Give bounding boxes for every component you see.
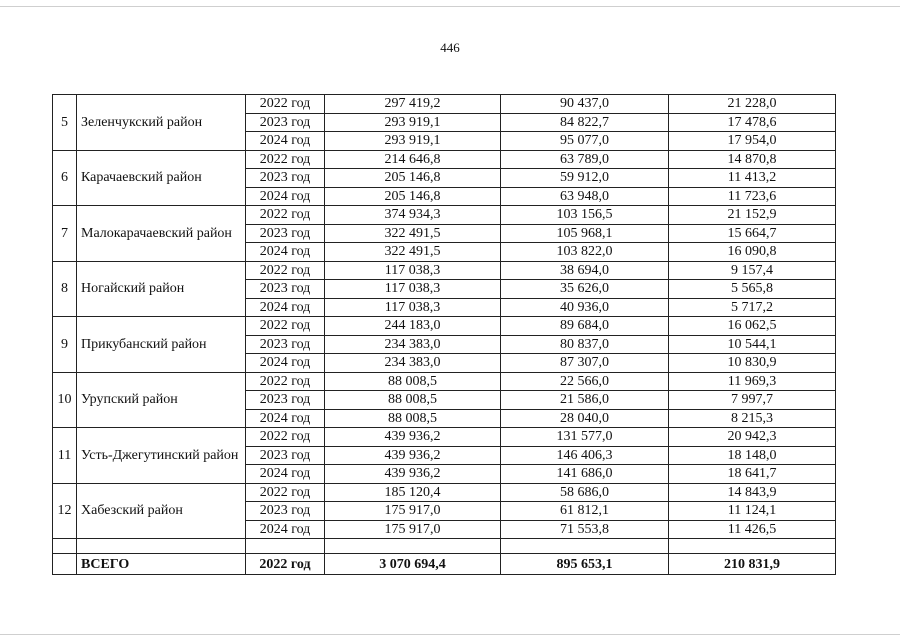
value-cell-3: 14 870,8 xyxy=(669,150,836,169)
district-number: 9 xyxy=(53,317,77,373)
budget-table xyxy=(52,94,836,575)
value-cell-2: 89 684,0 xyxy=(501,317,669,336)
value-cell-2: 38 694,0 xyxy=(501,261,669,280)
value-cell-1: 322 491,5 xyxy=(325,224,501,243)
value-cell-3: 14 843,9 xyxy=(669,483,836,502)
year-cell: 2023 год xyxy=(246,113,325,132)
value-cell-1: 185 120,4 xyxy=(325,483,501,502)
year-cell: 2024 год xyxy=(246,465,325,484)
value-cell-2: 61 812,1 xyxy=(501,502,669,521)
district-name: Карачаевский район xyxy=(77,150,246,206)
year-cell: 2024 год xyxy=(246,132,325,151)
page-number: 446 xyxy=(440,40,460,55)
year-cell: 2023 год xyxy=(246,224,325,243)
year-cell: 2024 год xyxy=(246,298,325,317)
value-cell-2: 63 948,0 xyxy=(501,187,669,206)
value-cell-3: 11 969,3 xyxy=(669,372,836,391)
value-cell-2: 103 822,0 xyxy=(501,243,669,262)
district-name: Прикубанский район xyxy=(77,317,246,373)
table-row xyxy=(53,261,836,280)
value-cell-3: 7 997,7 xyxy=(669,391,836,410)
year-cell: 2022 год xyxy=(246,372,325,391)
total-value-2: 895 653,1 xyxy=(501,554,669,575)
value-cell-1: 175 917,0 xyxy=(325,520,501,539)
value-cell-2: 95 077,0 xyxy=(501,132,669,151)
district-name: Усть-Джегутинский район xyxy=(77,428,246,484)
total-value-1: 3 070 694,4 xyxy=(325,554,501,575)
value-cell-3: 15 664,7 xyxy=(669,224,836,243)
total-label: ВСЕГО xyxy=(77,554,246,575)
year-cell: 2023 год xyxy=(246,335,325,354)
table-row xyxy=(53,372,836,391)
value-cell-2: 84 822,7 xyxy=(501,113,669,132)
value-cell-3: 17 478,6 xyxy=(669,113,836,132)
scan-edge-top xyxy=(0,6,900,7)
value-cell-1: 234 383,0 xyxy=(325,354,501,373)
value-cell-3: 18 641,7 xyxy=(669,465,836,484)
total-year: 2022 год xyxy=(246,554,325,575)
value-cell-3: 21 152,9 xyxy=(669,206,836,225)
value-cell-3: 21 228,0 xyxy=(669,95,836,114)
value-cell-1: 439 936,2 xyxy=(325,428,501,447)
value-cell-1: 117 038,3 xyxy=(325,298,501,317)
empty-cell xyxy=(669,539,836,554)
value-cell-1: 297 419,2 xyxy=(325,95,501,114)
value-cell-1: 175 917,0 xyxy=(325,502,501,521)
district-name: Зеленчукский район xyxy=(77,95,246,151)
value-cell-1: 88 008,5 xyxy=(325,409,501,428)
empty-cell xyxy=(53,539,77,554)
value-cell-2: 105 968,1 xyxy=(501,224,669,243)
value-cell-1: 205 146,8 xyxy=(325,169,501,188)
year-cell: 2024 год xyxy=(246,354,325,373)
value-cell-2: 59 912,0 xyxy=(501,169,669,188)
value-cell-1: 214 646,8 xyxy=(325,150,501,169)
year-cell: 2024 год xyxy=(246,409,325,428)
value-cell-2: 131 577,0 xyxy=(501,428,669,447)
empty-cell xyxy=(246,539,325,554)
value-cell-3: 17 954,0 xyxy=(669,132,836,151)
year-cell: 2022 год xyxy=(246,95,325,114)
value-cell-3: 11 124,1 xyxy=(669,502,836,521)
value-cell-1: 88 008,5 xyxy=(325,391,501,410)
district-number: 7 xyxy=(53,206,77,262)
value-cell-1: 88 008,5 xyxy=(325,372,501,391)
value-cell-2: 146 406,3 xyxy=(501,446,669,465)
value-cell-3: 11 723,6 xyxy=(669,187,836,206)
value-cell-3: 20 942,3 xyxy=(669,428,836,447)
empty-cell xyxy=(325,539,501,554)
year-cell: 2024 год xyxy=(246,520,325,539)
year-cell: 2023 год xyxy=(246,169,325,188)
total-value-3: 210 831,9 xyxy=(669,554,836,575)
value-cell-1: 117 038,3 xyxy=(325,280,501,299)
year-cell: 2023 год xyxy=(246,502,325,521)
year-cell: 2023 год xyxy=(246,280,325,299)
value-cell-1: 234 383,0 xyxy=(325,335,501,354)
table-row xyxy=(53,428,836,447)
year-cell: 2024 год xyxy=(246,187,325,206)
district-name: Малокарачаевский район xyxy=(77,206,246,262)
value-cell-1: 244 183,0 xyxy=(325,317,501,336)
value-cell-2: 28 040,0 xyxy=(501,409,669,428)
value-cell-1: 293 919,1 xyxy=(325,113,501,132)
year-cell: 2022 год xyxy=(246,483,325,502)
value-cell-3: 11 426,5 xyxy=(669,520,836,539)
total-row xyxy=(53,554,836,575)
value-cell-2: 71 553,8 xyxy=(501,520,669,539)
empty-cell xyxy=(77,539,246,554)
district-number: 6 xyxy=(53,150,77,206)
district-number: 11 xyxy=(53,428,77,484)
value-cell-3: 16 090,8 xyxy=(669,243,836,262)
value-cell-1: 205 146,8 xyxy=(325,187,501,206)
year-cell: 2024 год xyxy=(246,243,325,262)
value-cell-2: 63 789,0 xyxy=(501,150,669,169)
empty-cell xyxy=(501,539,669,554)
value-cell-2: 35 626,0 xyxy=(501,280,669,299)
table-row xyxy=(53,150,836,169)
year-cell: 2022 год xyxy=(246,150,325,169)
value-cell-2: 90 437,0 xyxy=(501,95,669,114)
value-cell-3: 10 830,9 xyxy=(669,354,836,373)
table-row xyxy=(53,95,836,114)
value-cell-2: 22 566,0 xyxy=(501,372,669,391)
district-number: 8 xyxy=(53,261,77,317)
year-cell: 2022 год xyxy=(246,206,325,225)
value-cell-2: 87 307,0 xyxy=(501,354,669,373)
scan-edge-bottom xyxy=(0,634,900,635)
value-cell-3: 10 544,1 xyxy=(669,335,836,354)
district-number: 12 xyxy=(53,483,77,539)
value-cell-3: 9 157,4 xyxy=(669,261,836,280)
district-name: Ногайский район xyxy=(77,261,246,317)
value-cell-3: 8 215,3 xyxy=(669,409,836,428)
spacer-row xyxy=(53,539,836,554)
value-cell-2: 141 686,0 xyxy=(501,465,669,484)
year-cell: 2022 год xyxy=(246,428,325,447)
table-row xyxy=(53,483,836,502)
value-cell-3: 18 148,0 xyxy=(669,446,836,465)
table-body xyxy=(53,95,836,575)
value-cell-2: 103 156,5 xyxy=(501,206,669,225)
value-cell-1: 322 491,5 xyxy=(325,243,501,262)
district-number: 5 xyxy=(53,95,77,151)
value-cell-2: 80 837,0 xyxy=(501,335,669,354)
district-name: Хабезский район xyxy=(77,483,246,539)
value-cell-1: 293 919,1 xyxy=(325,132,501,151)
value-cell-3: 5 565,8 xyxy=(669,280,836,299)
table-row xyxy=(53,206,836,225)
district-number: 10 xyxy=(53,372,77,428)
year-cell: 2023 год xyxy=(246,391,325,410)
table-row xyxy=(53,317,836,336)
value-cell-1: 439 936,2 xyxy=(325,446,501,465)
value-cell-3: 16 062,5 xyxy=(669,317,836,336)
value-cell-3: 11 413,2 xyxy=(669,169,836,188)
value-cell-2: 40 936,0 xyxy=(501,298,669,317)
year-cell: 2022 год xyxy=(246,261,325,280)
value-cell-3: 5 717,2 xyxy=(669,298,836,317)
year-cell: 2022 год xyxy=(246,317,325,336)
value-cell-2: 58 686,0 xyxy=(501,483,669,502)
value-cell-1: 439 936,2 xyxy=(325,465,501,484)
empty-cell xyxy=(53,554,77,575)
value-cell-1: 374 934,3 xyxy=(325,206,501,225)
year-cell: 2023 год xyxy=(246,446,325,465)
value-cell-2: 21 586,0 xyxy=(501,391,669,410)
value-cell-1: 117 038,3 xyxy=(325,261,501,280)
district-name: Урупский район xyxy=(77,372,246,428)
